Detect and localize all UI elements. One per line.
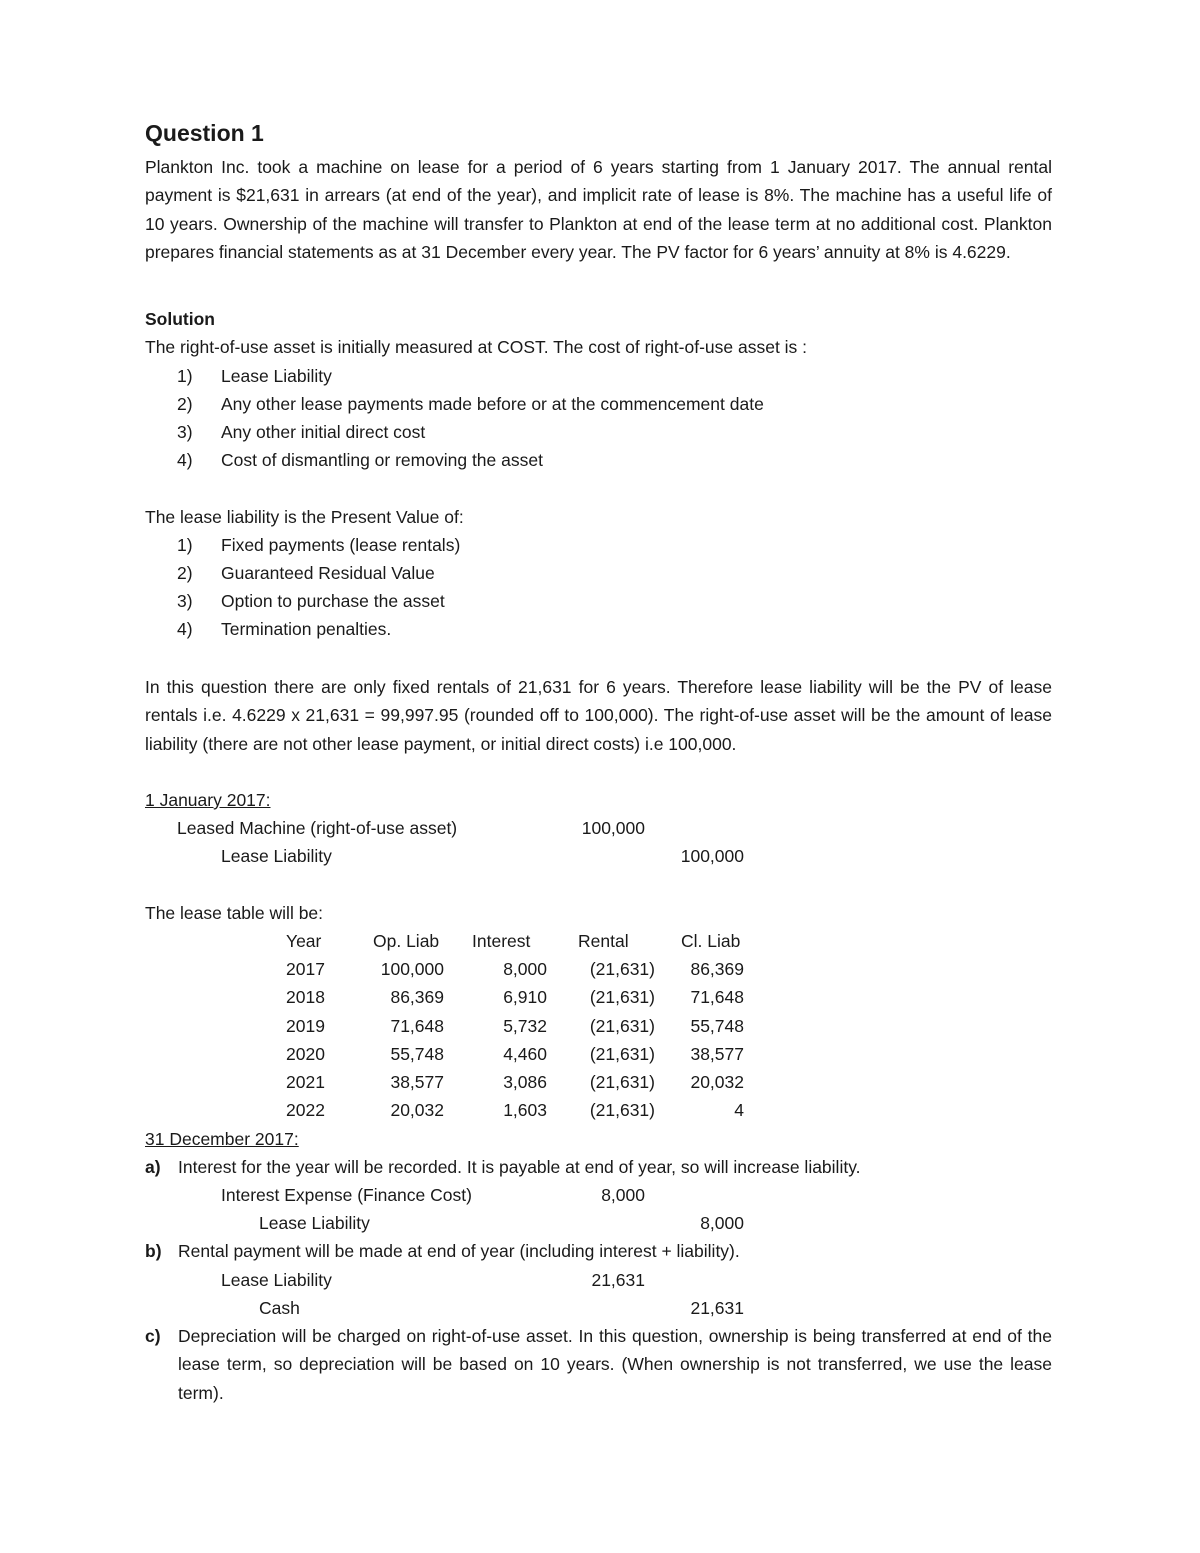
- list-number: 1): [177, 366, 193, 386]
- table-cell: (21,631): [589, 1016, 655, 1036]
- solution-label: Solution: [145, 309, 215, 329]
- item-text: Interest for the year will be recorded. It is payable at end of year, so will increase liability.: [178, 1157, 861, 1177]
- list-item: Fixed payments (lease rentals): [221, 535, 461, 555]
- table-cell: 55,748: [690, 1016, 744, 1036]
- list-item: Lease Liability: [221, 366, 332, 386]
- table-cell: 4,460: [503, 1044, 547, 1064]
- table-cell: (21,631): [589, 987, 655, 1007]
- entry-date: 1 January 2017:: [145, 790, 271, 810]
- table-cell: 71,648: [390, 1016, 444, 1036]
- debit-amount: 21,631: [591, 1270, 645, 1290]
- credit-account: Lease Liability: [221, 846, 332, 866]
- credit-account: Cash: [259, 1298, 300, 1318]
- table-cell: 2022: [286, 1100, 325, 1120]
- explanation-paragraph: In this question there are only fixed rentals of 21,631 for 6 years. Therefore lease liability will be the PV of lease rentals i.e. 4.6229 x 21,631 = 99,997.95 (rounded off to 100,000). The right-of-use asset will be the amount of lease liability (there are not other lease payment, or initial direct costs) i.e 100,000.: [145, 677, 1052, 754]
- rou-intro: The right-of-use asset is initially measured at COST. The cost of right-of-use asset is :: [145, 337, 808, 357]
- debit-amount: 100,000: [581, 818, 645, 838]
- question-text: Plankton Inc. took a machine on lease for a period of 6 years starting from 1 January 2017. The annual rental payment is $21,631 in arrears (at end of the year), and implicit rate of lease is 8%. The machine has a useful life of 10 years. Ownership of the machine will transfer to Plankton at end of the lease term at no additional cost. Plankton prepares financial statements as at 31 December every year. The PV factor for 6 years’ annuity at 8% is 4.6229.: [145, 157, 1052, 262]
- table-cell: 2021: [286, 1072, 325, 1092]
- list-item: Termination penalties.: [221, 619, 392, 639]
- item-text: Depreciation will be charged on right-of-use asset. In this question, ownership is being transferred at end of the lease term, so depreciation will be based on 10 years. (When ownership is not transferred, we use the lease term).: [178, 1326, 1052, 1403]
- list-number: 3): [177, 591, 193, 611]
- list-number: 1): [177, 535, 193, 555]
- credit-amount: 100,000: [680, 846, 744, 866]
- table-cell: 100,000: [380, 959, 444, 979]
- list-item: Any other initial direct cost: [221, 422, 426, 442]
- debit-account: Lease Liability: [221, 1270, 332, 1290]
- table-cell: 71,648: [690, 987, 744, 1007]
- list-item: Guaranteed Residual Value: [221, 563, 435, 583]
- table-cell: 4: [734, 1100, 744, 1120]
- table-cell: 20,032: [390, 1100, 444, 1120]
- item-text: Rental payment will be made at end of year (including interest + liability).: [178, 1241, 740, 1261]
- table-cell: (21,631): [589, 1044, 655, 1064]
- table-cell: 2020: [286, 1044, 325, 1064]
- table-cell: 5,732: [503, 1016, 547, 1036]
- credit-amount: 8,000: [700, 1213, 744, 1233]
- list-number: 2): [177, 563, 193, 583]
- table-cell: (21,631): [589, 1100, 655, 1120]
- list-item: Cost of dismantling or removing the asset: [221, 450, 543, 470]
- table-cell: 3,086: [503, 1072, 547, 1092]
- list-item: Any other lease payments made before or at the commencement date: [221, 394, 764, 414]
- question-heading: Question 1: [145, 120, 264, 146]
- lease-table-intro: The lease table will be:: [145, 903, 324, 923]
- table-cell: 86,369: [690, 959, 744, 979]
- table-cell: 86,369: [390, 987, 444, 1007]
- column-header: Rental: [578, 931, 629, 951]
- table-cell: (21,631): [589, 959, 655, 979]
- column-header: Op. Liab: [373, 931, 440, 951]
- table-cell: 20,032: [690, 1072, 744, 1092]
- table-cell: 38,577: [390, 1072, 444, 1092]
- table-cell: 38,577: [690, 1044, 744, 1064]
- debit-account: Leased Machine (right-of-use asset): [177, 818, 458, 838]
- credit-amount: 21,631: [690, 1298, 744, 1318]
- table-cell: 2017: [286, 959, 325, 979]
- item-label: c): [145, 1326, 161, 1346]
- list-item: Option to purchase the asset: [221, 591, 445, 611]
- list-number: 3): [177, 422, 193, 442]
- column-header: Cl. Liab: [681, 931, 741, 951]
- debit-amount: 8,000: [601, 1185, 645, 1205]
- table-cell: 2018: [286, 987, 325, 1007]
- table-cell: 55,748: [390, 1044, 444, 1064]
- list-number: 2): [177, 394, 193, 414]
- column-header: Interest: [472, 931, 531, 951]
- dec-2017-date: 31 December 2017:: [145, 1129, 299, 1149]
- table-cell: 1,603: [503, 1100, 547, 1120]
- list-number: 4): [177, 619, 193, 639]
- table-cell: 2019: [286, 1016, 325, 1036]
- item-label: b): [145, 1241, 162, 1261]
- table-cell: 6,910: [503, 987, 547, 1007]
- item-label: a): [145, 1157, 161, 1177]
- liability-intro: The lease liability is the Present Value of:: [145, 507, 464, 527]
- debit-account: Interest Expense (Finance Cost): [221, 1185, 472, 1205]
- credit-account: Lease Liability: [259, 1213, 370, 1233]
- table-cell: 8,000: [503, 959, 547, 979]
- column-header: Year: [286, 931, 322, 951]
- list-number: 4): [177, 450, 193, 470]
- table-cell: (21,631): [589, 1072, 655, 1092]
